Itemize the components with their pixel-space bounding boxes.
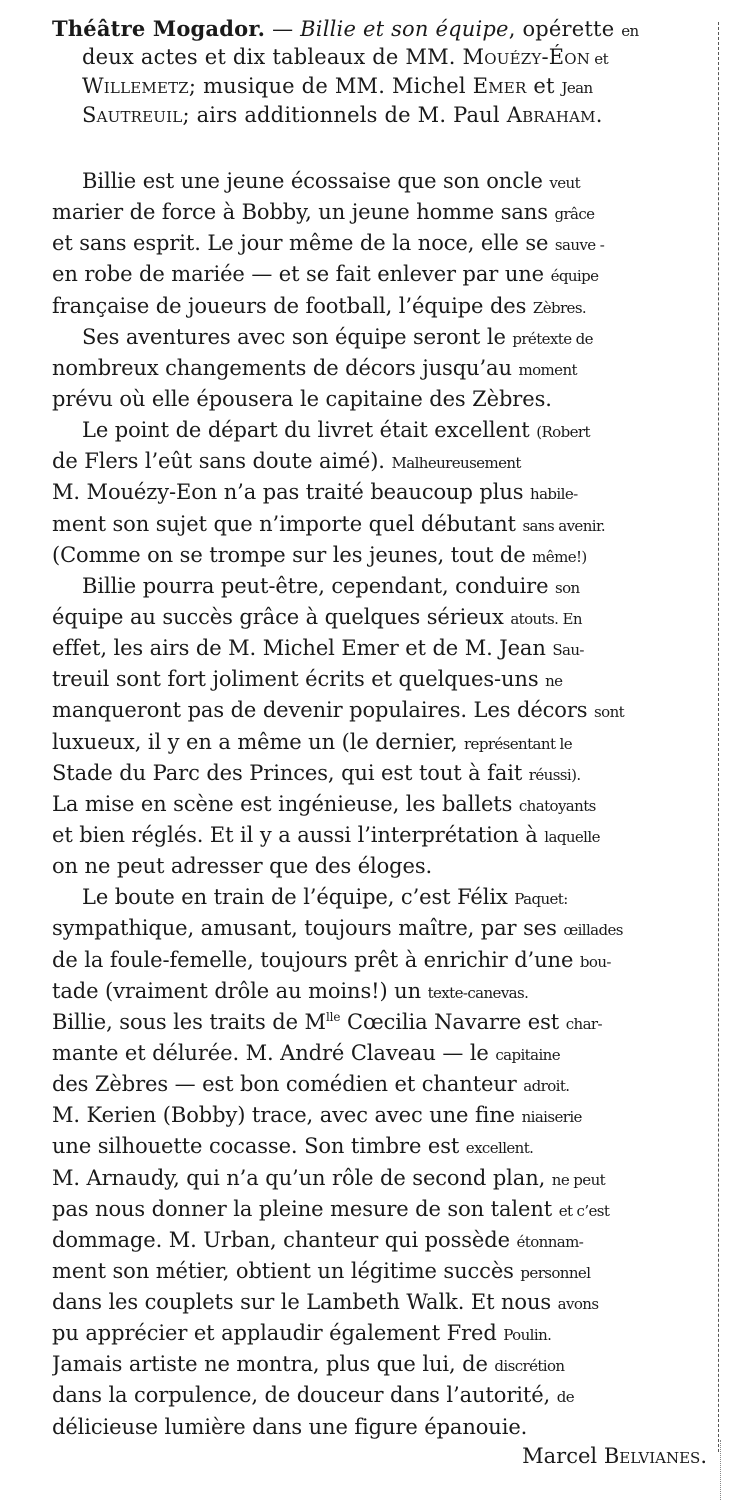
line-text: dommage. M. Urban, chanteur qui possède xyxy=(52,1227,517,1252)
cut-text: habile- xyxy=(530,485,578,504)
cut-text: niaiserie xyxy=(521,1108,582,1127)
line-text: Le point de départ du livret était excellent xyxy=(82,418,537,443)
text-line xyxy=(52,758,717,789)
text-line xyxy=(52,1163,717,1194)
cut-text: et xyxy=(590,50,608,68)
line-text: Ses aventures avec son équipe seront le xyxy=(82,324,513,349)
line-text: M. Mouézy-Eon n’a pas traité beaucoup plus xyxy=(52,480,531,505)
line-text: pu apprécier et applaudir également Fred xyxy=(52,1321,504,1346)
text-line xyxy=(52,509,717,540)
text-line xyxy=(52,851,717,882)
theatre-name: Théâtre Mogador. xyxy=(52,16,266,41)
text-line xyxy=(52,322,717,353)
heading-text: , opérette xyxy=(508,17,622,41)
line-text: M. Kerien (Bobby) trace, avec avec une fine xyxy=(52,1103,522,1128)
text-line xyxy=(52,353,717,384)
page-gutter-line xyxy=(718,22,719,1452)
line-text: marier de force à Bobby, un jeune homme sans xyxy=(52,200,555,225)
cut-text: moment xyxy=(518,360,577,379)
text-line xyxy=(52,913,717,944)
text-line xyxy=(52,820,717,851)
line-text: Billie est une jeune écossaise que son oncle xyxy=(82,169,550,193)
line-text: une silhouette cocasse. Son timbre est xyxy=(52,1134,466,1159)
cut-text: ne peut xyxy=(551,1170,606,1189)
composer-name: Abraham. xyxy=(506,103,603,127)
line-text: sympathique, amusant, toujours maître, par ses xyxy=(52,916,564,941)
cut-text: laquelle xyxy=(544,827,600,846)
cut-text: chatoyants xyxy=(518,796,596,815)
cut-text: texte-canevas. xyxy=(427,983,529,1002)
cut-text: de xyxy=(556,1388,574,1407)
line-text: mante et délurée. M. André Claveau — le xyxy=(52,1040,496,1065)
cut-text: avons xyxy=(557,1295,599,1314)
cut-text: Poulin. xyxy=(503,1326,552,1345)
line-text: tade (vraiment drôle au moins!) un xyxy=(52,978,428,1003)
line-text: et sans esprit. Le jour même de la noce, elle se xyxy=(52,231,555,256)
text-line xyxy=(52,166,717,197)
review-heading xyxy=(52,14,712,130)
line-text: Cœcilia Navarre est xyxy=(340,1009,566,1034)
cut-text: Malheureusement xyxy=(391,454,521,473)
signature-first-name: Marcel xyxy=(522,1444,604,1468)
heading-line xyxy=(52,43,712,72)
line-text: La mise en scène est ingénieuse, les ballets xyxy=(52,791,519,816)
text-line xyxy=(52,197,717,228)
page-gutter-dots xyxy=(720,1440,721,1500)
line-text: équipe au succès grâce à quelques sérieux xyxy=(52,604,511,629)
line-text: M. Arnaudy, qui n’a qu’un rôle de second plan, xyxy=(52,1165,552,1190)
text-line xyxy=(52,789,717,820)
line-text: Stade du Parc des Princes, qui est tout à fait xyxy=(52,760,529,785)
cut-text: (Robert xyxy=(536,423,590,442)
text-line xyxy=(52,1412,717,1443)
text-line xyxy=(52,1131,717,1162)
cut-text: veut xyxy=(549,174,581,192)
line-text: ment son métier, obtient un légitime succès xyxy=(52,1258,521,1283)
cut-text: grâce xyxy=(554,205,595,224)
text-line xyxy=(52,1100,717,1131)
heading-line xyxy=(52,72,712,101)
text-line xyxy=(52,384,717,415)
composer-name: Sautreuil xyxy=(82,103,183,127)
composer-name: Emer xyxy=(472,74,527,98)
text-line xyxy=(52,1349,717,1380)
cut-text: prétexte de xyxy=(512,329,593,348)
cut-text: sauve - xyxy=(554,236,605,255)
line-text: nombreux changements de décors jusqu’au xyxy=(52,355,519,380)
line-text: Billie pourra peut-être, cependant, conduire xyxy=(82,573,556,598)
line-text: pas nous donner la pleine mesure de son talent xyxy=(52,1196,559,1221)
line-text: dans les couplets sur le Lambeth Walk. Et nous xyxy=(52,1290,558,1315)
dash: — xyxy=(265,17,301,41)
text-line xyxy=(52,1287,717,1318)
text-line xyxy=(52,1225,717,1256)
cut-text: en xyxy=(621,22,639,40)
cut-text: étonnam- xyxy=(516,1232,584,1251)
cut-text: réussi). xyxy=(528,765,581,784)
cut-text: capitaine xyxy=(495,1045,560,1064)
cut-text: Paquet: xyxy=(514,890,568,909)
cut-text: bou- xyxy=(579,952,611,971)
line-text: Jamais artiste ne montra, plus que lui, de xyxy=(52,1352,495,1377)
cut-text: équipe xyxy=(550,267,599,286)
line-text: manqueront pas de devenir populaires. Les décors xyxy=(52,698,595,723)
cut-text: représentant le xyxy=(463,734,573,753)
text-line xyxy=(52,571,717,602)
cut-text: Jean xyxy=(561,79,593,97)
text-line xyxy=(52,602,717,633)
text-line xyxy=(52,259,717,290)
line-text: et bien réglés. Et il y a aussi l’interprétation à xyxy=(52,822,545,847)
author-name: Willemetz xyxy=(82,74,189,98)
author-name: Mouézy-Éon xyxy=(462,45,591,69)
text-line xyxy=(52,945,717,976)
text-line xyxy=(52,1069,717,1100)
cut-text: Zèbres. xyxy=(532,298,587,317)
line-text: Le boute en train de l’équipe, c’est Félix xyxy=(82,885,515,910)
text-line xyxy=(52,695,717,726)
heading-line xyxy=(52,14,712,43)
text-line xyxy=(52,291,717,322)
text-line xyxy=(52,446,717,477)
cut-text: personnel xyxy=(520,1263,591,1282)
cut-text: char- xyxy=(565,1014,602,1033)
line-text: en robe de mariée — et se fait enlever par une xyxy=(52,262,551,287)
text-line xyxy=(52,1038,717,1069)
cut-text: atouts. En xyxy=(510,609,582,628)
heading-text: ; airs additionnels de M. Paul xyxy=(182,103,507,127)
text-line xyxy=(52,228,717,259)
text-line xyxy=(52,882,717,913)
cut-text: adroit. xyxy=(523,1077,570,1096)
play-title: Billie et son équipe xyxy=(300,17,509,41)
text-line xyxy=(52,633,717,664)
line-text: (Comme on se trompe sur les jeunes, tout de xyxy=(52,542,533,567)
heading-line xyxy=(52,101,712,130)
text-line xyxy=(52,477,717,508)
heading-text: et xyxy=(526,74,562,98)
line-text: de Flers l’eût sans doute aimé). xyxy=(52,449,392,474)
text-line xyxy=(52,1380,717,1411)
text-line xyxy=(52,1007,717,1038)
line-text: de la foule-femelle, toujours prêt à enrichir d’une xyxy=(52,947,580,972)
line-text: des Zèbres — est bon comédien et chanteur xyxy=(52,1072,524,1097)
signature xyxy=(522,1444,707,1468)
heading-text: deux actes et dix tableaux de MM. xyxy=(82,45,463,69)
cut-text: son xyxy=(555,578,580,597)
cut-text: discrétion xyxy=(494,1357,565,1376)
cut-text: Sau- xyxy=(552,641,584,660)
signature-last-name: Belvianes. xyxy=(603,1444,707,1468)
cut-text: même!) xyxy=(532,547,587,566)
text-line xyxy=(52,540,717,571)
line-text: française de joueurs de football, l’équipe des xyxy=(52,293,533,318)
cut-text: œillades xyxy=(563,921,623,940)
line-text: treuil sont fort joliment écrits et quelques-uns xyxy=(52,667,546,692)
text-line xyxy=(52,1194,717,1225)
text-line xyxy=(52,727,717,758)
cut-text: et c’est xyxy=(558,1201,610,1220)
superscript: lle xyxy=(325,1009,341,1024)
cut-text: excellent. xyxy=(465,1139,534,1158)
line-text: luxueux, il y en a même un (le dernier, xyxy=(52,729,464,754)
text-line xyxy=(52,1318,717,1349)
review-body xyxy=(52,166,717,1443)
line-text: ment son sujet que n’importe quel débutant xyxy=(52,511,523,536)
heading-text: ; musique de MM. Michel xyxy=(188,74,473,98)
text-line xyxy=(52,1256,717,1287)
line-text: Billie, sous les traits de M xyxy=(52,1009,326,1034)
text-line xyxy=(52,976,717,1007)
cut-text: ne xyxy=(545,672,563,691)
cut-text: sont xyxy=(594,703,625,722)
cut-text: sans avenir. xyxy=(522,516,606,535)
text-line xyxy=(52,664,717,695)
line-text: délicieuse lumière dans une figure épanouie. xyxy=(52,1414,528,1439)
line-text: on ne peut adresser que des éloges. xyxy=(52,854,433,879)
line-text: dans la corpulence, de douceur dans l’autorité, xyxy=(52,1383,557,1408)
line-text: prévu où elle épousera le capitaine des Zèbres. xyxy=(52,386,552,411)
text-line xyxy=(52,415,717,446)
line-text: effet, les airs de M. Michel Emer et de M. Jean xyxy=(52,636,553,661)
